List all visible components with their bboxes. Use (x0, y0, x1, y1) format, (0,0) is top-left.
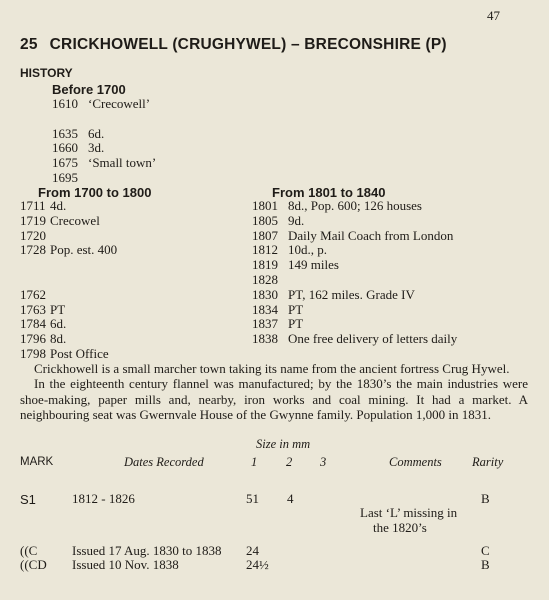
list-item: 1763 PT (20, 301, 66, 317)
col-header-mark: MARK (20, 456, 54, 468)
table-row-size-1: 51 (246, 491, 259, 506)
table-row-rarity: C (481, 543, 490, 558)
before-1700-list (52, 97, 156, 186)
table-row-size-1: 24 (246, 543, 259, 558)
col-header-comments: Comments (389, 455, 442, 469)
list-item: 1784 6d. (20, 316, 67, 332)
list-item: 1610 ‘Crecowell’ (52, 96, 151, 111)
table-row-rarity: B (481, 557, 490, 572)
list-item: 1837 PT (252, 316, 304, 332)
table-row-size-2: 4 (287, 491, 294, 506)
from-1700-list (20, 199, 117, 362)
col-header-rarity: Rarity (472, 455, 504, 469)
table-row-size-1: 24½ (246, 557, 269, 572)
list-item: 1719 Crecowel (20, 212, 100, 228)
list-item: 1762 (20, 286, 46, 302)
before-1700-heading: Before 1700 (52, 82, 126, 97)
table-row-dates: 1812 - 1826 (72, 491, 135, 506)
list-item: 1819 149 miles (252, 257, 339, 273)
table-row-comment: the 1820’s (373, 520, 427, 535)
list-item: 1805 9d. (252, 212, 305, 228)
list-item: 1660 3d. (52, 140, 105, 156)
list-item: 1635 6d. (52, 125, 105, 141)
size-header: Size in mm (256, 437, 311, 451)
list-item: 1838 One free delivery of letters daily (252, 331, 458, 347)
list-item (20, 258, 117, 273)
col-header-dates: Dates Recorded (124, 455, 204, 469)
list-item: 1834 PT (252, 301, 304, 317)
list-item (52, 112, 156, 127)
history-label: HISTORY (20, 66, 73, 80)
page-title (20, 36, 447, 54)
description-paragraph: Crickhowell is a small marcher town taking its name from the ancient fortress Crug Hywel. (34, 361, 510, 376)
list-item: 1798 Post Office (20, 345, 109, 361)
list-item: 1711 4d. (20, 198, 67, 213)
from-1801-heading: From 1801 to 1840 (272, 185, 386, 200)
table-row-mark: ((CD (20, 557, 47, 572)
table-row-mark: S1 (20, 492, 36, 507)
table-row-mark: ((C (20, 543, 38, 558)
from-1801-list (252, 199, 457, 347)
table-row-rarity: B (481, 491, 490, 506)
description (20, 361, 528, 422)
entry-title: CRICKHOWELL (CRUGHYWEL) – BRECONSHIRE (P) (49, 36, 447, 53)
list-item: 1812 10d., p. (252, 242, 327, 258)
list-item: 1807 Daily Mail Coach from London (252, 227, 454, 243)
list-item: 1720 (20, 227, 46, 243)
list-item (20, 273, 117, 288)
list-item: 1796 8d. (20, 331, 67, 347)
entry-number: 25 (20, 36, 38, 53)
col-header-size-3: 3 (320, 455, 327, 469)
list-item: 1830 PT, 162 miles. Grade IV (252, 286, 415, 302)
list-item: 1801 8d., Pop. 600; 126 houses (252, 198, 422, 213)
list-item: 1728 Pop. est. 400 (20, 242, 118, 258)
table-row-dates: Issued 10 Nov. 1838 (72, 557, 179, 572)
list-item: 1675 ‘Small town’ (52, 155, 157, 171)
col-header-size-2: 2 (286, 455, 293, 469)
page-number: 47 (487, 8, 500, 23)
list-item: 1695 (52, 169, 78, 185)
table-row-dates: Issued 17 Aug. 1830 to 1838 (72, 543, 222, 558)
table-row-comment: Last ‘L’ missing in (360, 505, 458, 520)
description-paragraph: In the eighteenth century flannel was manufactured; by the 1830’s the main industries were shoe-making, paper mills and, nearby, iron works and coal mining. It had a market. A neighbouring seat was Gwernvale House of the Gwynne family. Population 1,000 in 1831. (20, 376, 528, 422)
list-item: 1828 (252, 271, 278, 287)
col-header-size-1: 1 (251, 455, 258, 469)
from-1700-heading: From 1700 to 1800 (38, 185, 152, 200)
